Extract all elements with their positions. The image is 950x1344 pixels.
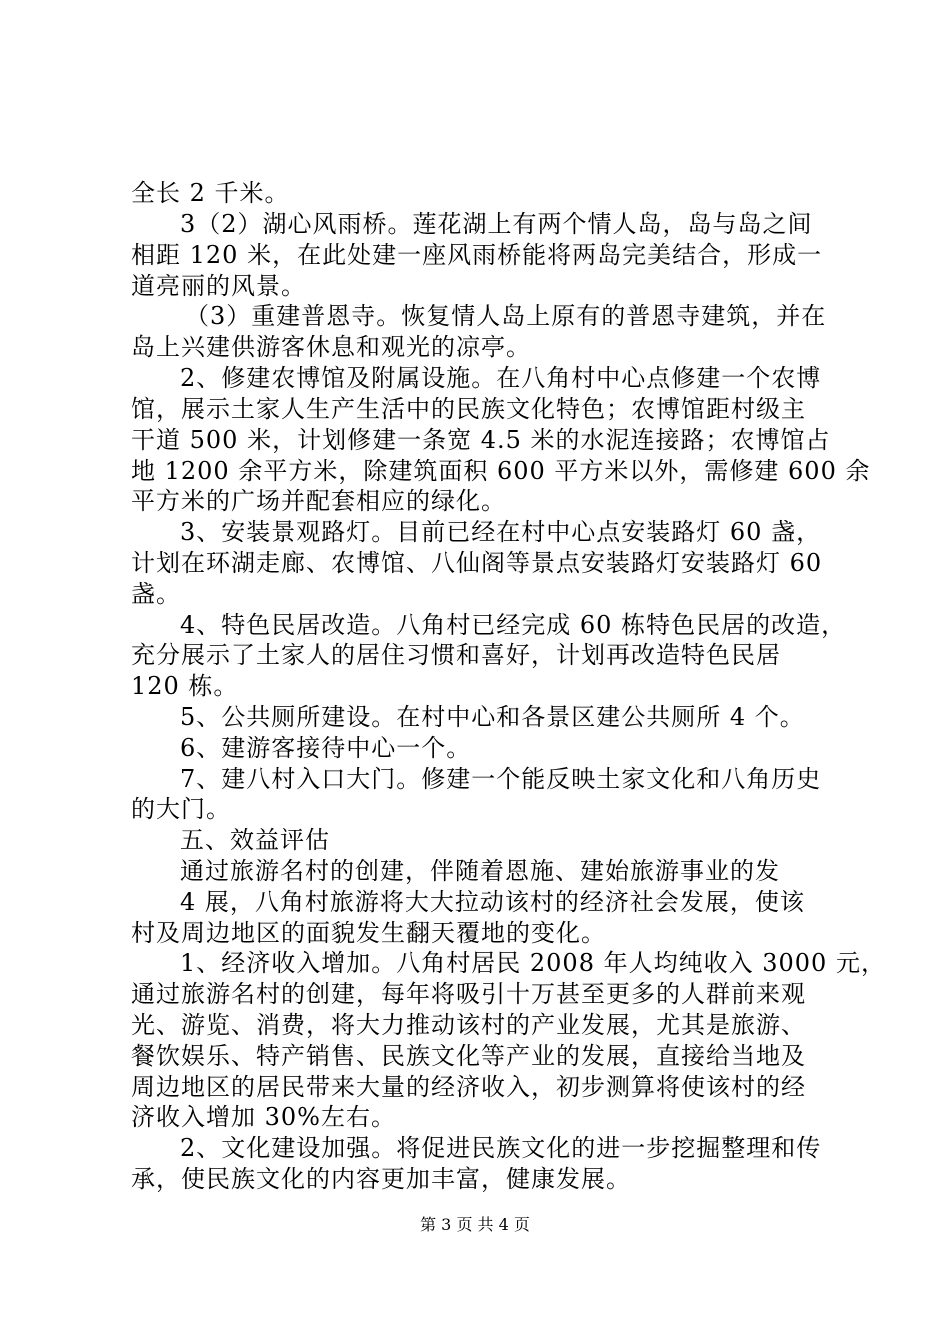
- text-line: 地 1200 余平方米，除建筑面积 600 平方米以外，需修建 600 余: [131, 457, 871, 485]
- text-line: 岛上兴建供游客休息和观光的凉亭。: [131, 333, 531, 361]
- text-line: 全长 2 千米。: [131, 179, 290, 207]
- text-line: 3、安装景观路灯。目前已经在村中心点安装路灯 60 盏，: [180, 518, 822, 546]
- text-line: 光、游览、消费，将大力推动该村的产业发展，尤其是旅游、: [131, 1011, 806, 1039]
- text-line: 4 展，八角村旅游将大大拉动该村的经济社会发展，使该: [180, 888, 805, 916]
- text-line: 120 栋。: [131, 672, 239, 700]
- text-line: 村及周边地区的面貌发生翻天覆地的变化。: [131, 919, 606, 947]
- text-line: 承，使民族文化的内容更加丰富，健康发展。: [131, 1165, 631, 1193]
- page-number-footer: 第 3 页 共 4 页: [420, 1215, 530, 1234]
- text-line: 6、建游客接待中心一个。: [180, 734, 472, 762]
- text-line: 通过旅游名村的创建，伴随着恩施、建始旅游事业的发: [180, 857, 780, 885]
- text-line: 1、经济收入增加。八角村居民 2008 年人均纯收入 3000 元，: [180, 949, 886, 977]
- text-line: 相距 120 米，在此处建一座风雨桥能将两岛完美结合，形成一: [131, 241, 823, 269]
- text-line: 道亮丽的风景。: [131, 272, 306, 300]
- text-line: 充分展示了土家人的居住习惯和喜好，计划再改造特色民居: [131, 641, 781, 669]
- section-heading: 五、效益评估: [180, 826, 330, 854]
- text-line: 4、特色民居改造。八角村已经完成 60 栋特色民居的改造，: [180, 611, 847, 639]
- text-line: 济收入增加 30%左右。: [131, 1103, 396, 1131]
- text-line: 馆，展示土家人生产生活中的民族文化特色；农博馆距村级主: [131, 395, 806, 423]
- text-line: 计划在环湖走廊、农博馆、八仙阁等景点安装路灯安装路灯 60: [131, 549, 823, 577]
- text-line: 3（2）湖心风雨桥。莲花湖上有两个情人岛，岛与岛之间: [180, 210, 813, 238]
- text-line: 的大门。: [131, 795, 231, 823]
- text-line: 周边地区的居民带来大量的经济收入，初步测算将使该村的经: [131, 1073, 806, 1101]
- text-line: 平方米的广场并配套相应的绿化。: [131, 487, 506, 515]
- text-line: （3）重建普恩寺。恢复情人岛上原有的普恩寺建筑，并在: [185, 302, 827, 330]
- text-line: 干道 500 米，计划修建一条宽 4.5 米的水泥连接路；农博馆占: [131, 426, 831, 454]
- text-line: 2、文化建设加强。将促进民族文化的进一步挖掘整理和传: [180, 1134, 822, 1162]
- text-line: 餐饮娱乐、特产销售、民族文化等产业的发展，直接给当地及: [131, 1042, 806, 1070]
- text-line: 7、建八村入口大门。修建一个能反映土家文化和八角历史: [180, 765, 822, 793]
- text-line: 5、公共厕所建设。在村中心和各景区建公共厕所 4 个。: [180, 703, 805, 731]
- text-line: 通过旅游名村的创建，每年将吸引十万甚至更多的人群前来观: [131, 980, 806, 1008]
- text-line: 2、修建农博馆及附属设施。在八角村中心点修建一个农博: [180, 364, 822, 392]
- text-line: 盏。: [131, 580, 181, 608]
